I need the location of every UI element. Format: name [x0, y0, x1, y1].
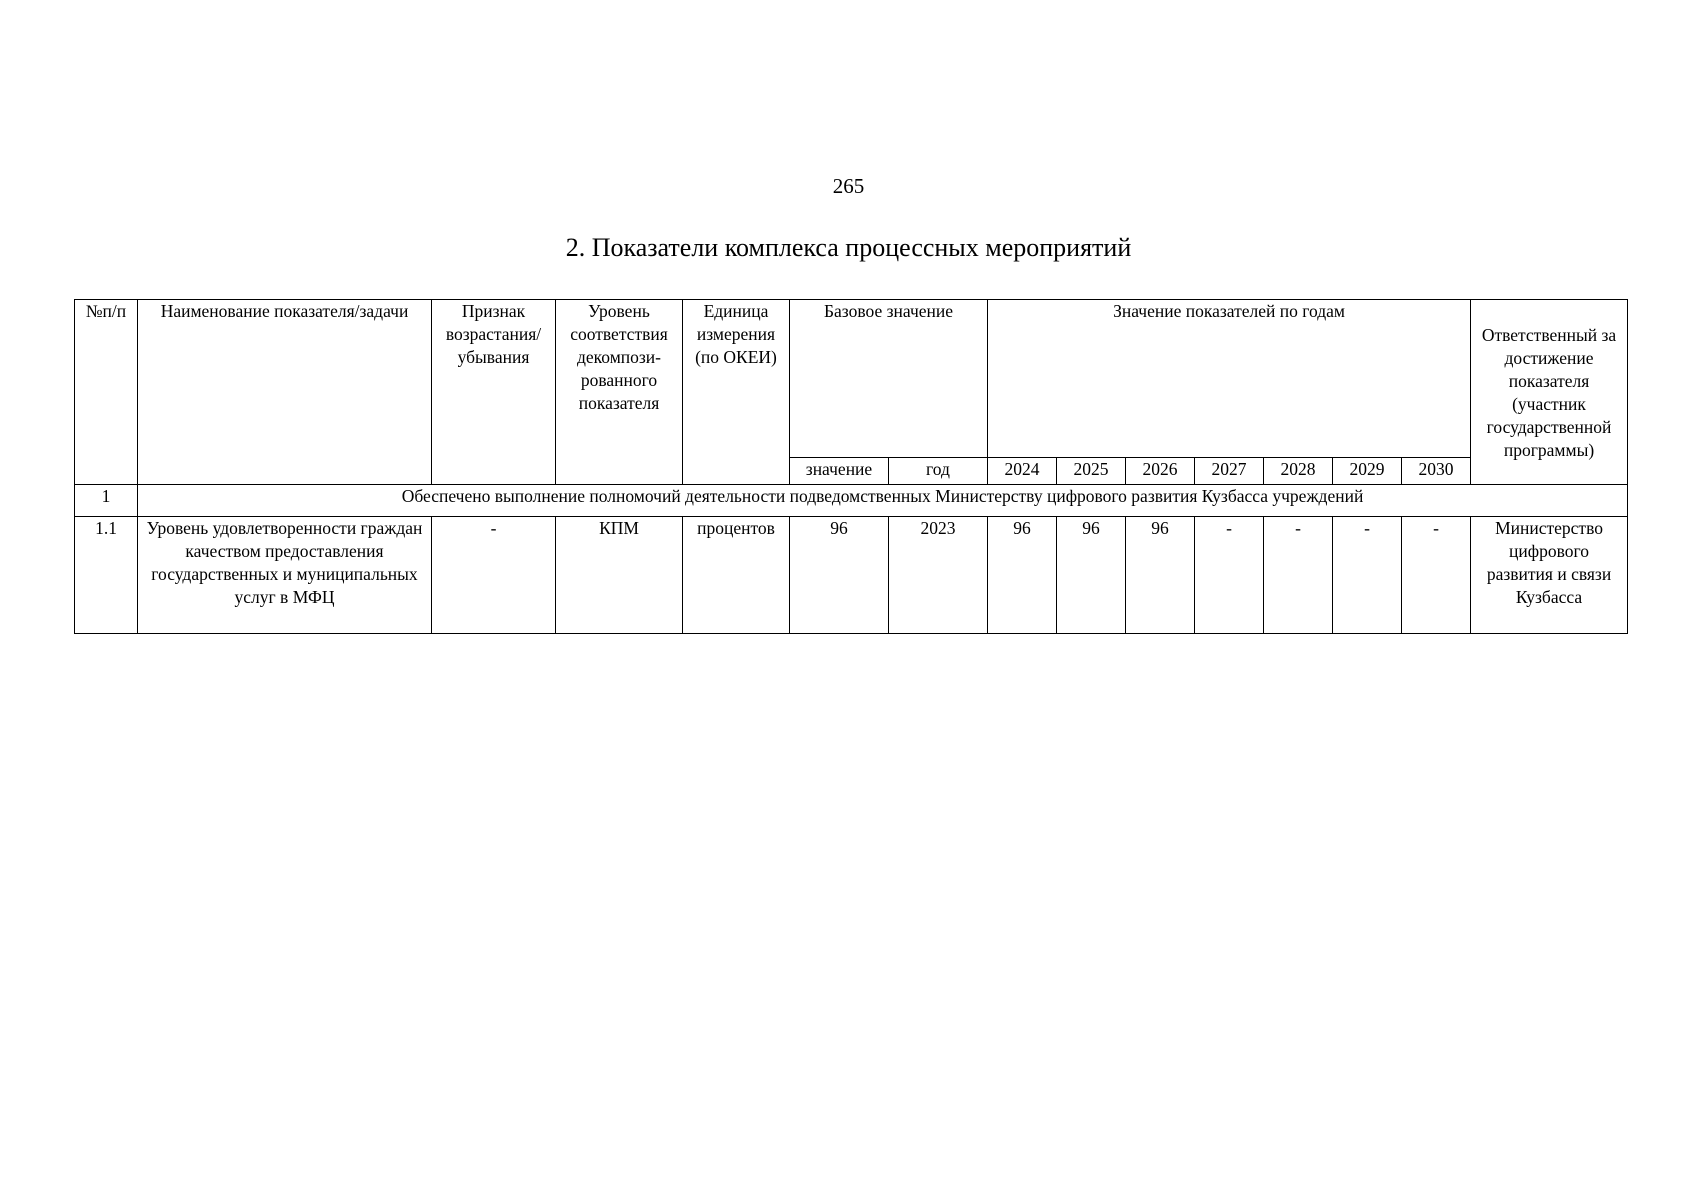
- group-text: Обеспечено выполнение полномочий деятельности подведомственных Министерству цифрового развития Кузбасса учреждений: [138, 485, 1628, 517]
- row-sign: -: [432, 517, 556, 634]
- row-base-value: 96: [790, 517, 889, 634]
- header-name: Наименование показателя/задачи: [138, 300, 432, 485]
- row-num: 1.1: [75, 517, 138, 634]
- row-unit: процентов: [683, 517, 790, 634]
- header-level: Уровень соответствия декомпози-рованного показателя: [556, 300, 683, 485]
- indicators-table: [74, 299, 1628, 634]
- row-responsible: Министерство цифрового развития и связи Кузбасса: [1471, 517, 1628, 634]
- header-responsible: Ответственный за достижение показателя (участник государственной программы): [1471, 300, 1628, 485]
- header-year-2030: 2030: [1402, 458, 1471, 485]
- table-group-row: [75, 485, 1628, 517]
- row-value-2024: 96: [988, 517, 1057, 634]
- row-value-2027: -: [1195, 517, 1264, 634]
- header-unit: Единица измерения (по ОКЕИ): [683, 300, 790, 485]
- header-year-2024: 2024: [988, 458, 1057, 485]
- header-year-2025: 2025: [1057, 458, 1126, 485]
- header-year-2027: 2027: [1195, 458, 1264, 485]
- table-header-row: [75, 300, 1628, 458]
- table-row: [75, 517, 1628, 634]
- header-base: Базовое значение: [790, 300, 988, 458]
- group-num: 1: [75, 485, 138, 517]
- header-base-year: год: [889, 458, 988, 485]
- header-year-2026: 2026: [1126, 458, 1195, 485]
- page-number: 265: [832, 174, 865, 198]
- row-name: Уровень удовлетворенности граждан качеством предоставления государственных и муниципальных услуг в МФЦ: [138, 517, 432, 634]
- row-level: КПМ: [556, 517, 683, 634]
- section-title: 2. Показатели комплекса процессных мероприятий: [565, 233, 1132, 262]
- header-year-2028: 2028: [1264, 458, 1333, 485]
- header-years-group: Значение показателей по годам: [988, 300, 1471, 458]
- row-value-2028: -: [1264, 517, 1333, 634]
- row-value-2030: -: [1402, 517, 1471, 634]
- header-base-value: значение: [790, 458, 889, 485]
- row-value-2026: 96: [1126, 517, 1195, 634]
- header-year-2029: 2029: [1333, 458, 1402, 485]
- header-sign: Признак возрастания/ убывания: [432, 300, 556, 485]
- row-base-year: 2023: [889, 517, 988, 634]
- row-value-2029: -: [1333, 517, 1402, 634]
- row-value-2025: 96: [1057, 517, 1126, 634]
- header-num: №п/п: [75, 300, 138, 485]
